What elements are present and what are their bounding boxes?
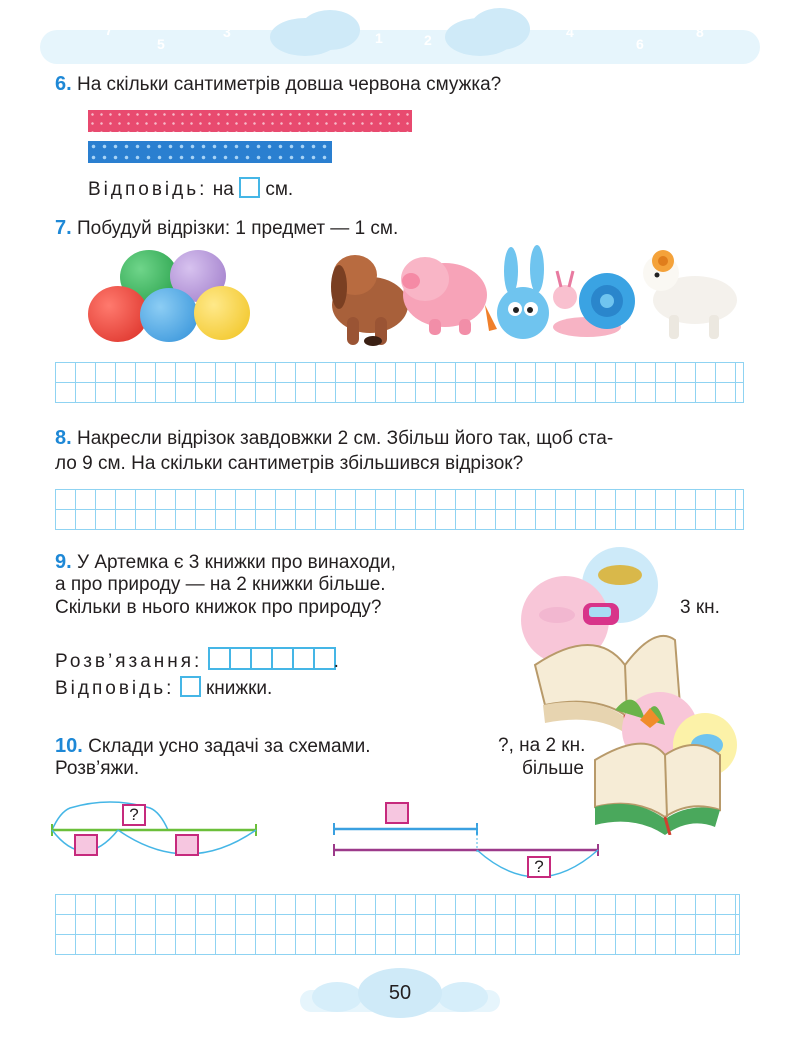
task9-text-2: а про природу — на 2 книжки більше. [55,574,386,595]
solution-end: . [333,651,339,672]
task9-text-1: У Артемка є 3 книжки про винаходи, [76,552,396,573]
cloud-number: 8 [696,24,704,40]
solution-boxes[interactable] [208,647,334,677]
task7-number: 7. [55,217,72,239]
book-label-3: 3 кн. [680,597,720,618]
cloud-number: 2 [424,32,432,48]
answer-unit: см. [265,179,294,200]
scheme2-question-box: ? [527,856,551,878]
solution-label: Розв’язання: [55,651,203,672]
task8-number: 8. [55,427,72,449]
books-illustration [515,545,745,835]
task9-number: 9. [55,551,72,573]
cloud-number: 0 [397,14,405,30]
task6-text: На скільки сантиметрів довша червона смужка? [76,74,502,95]
snail-toy [553,271,635,337]
answer-unit: книжки. [205,678,273,699]
red-ball [88,286,148,342]
book-label-more: більше [522,758,584,779]
pig-toy [401,257,497,335]
rabbit-toy [497,245,549,339]
cloud-number: 6 [636,36,644,52]
page-number: 50 [388,982,412,1004]
task7-text: Побудуй відрізки: 1 предмет — 1 см. [76,218,399,239]
task8-text-1: Накресли відрізок завдовжки 2 см. Збільш його так, щоб ста- [76,428,614,449]
task10-line1 [55,734,371,759]
plasticine-toys [325,245,745,350]
yellow-ball [194,286,250,340]
cloud-number: 7 [105,22,113,38]
cloud-number: 4 [566,24,574,40]
answer-box[interactable] [180,676,201,697]
scheme1-question-box: ? [122,804,146,826]
red-strip [88,110,412,132]
task6-answer [88,177,293,202]
scheme1-box-right[interactable] [175,834,199,856]
scheme1-box-left[interactable] [74,834,98,856]
dog-toy [331,255,408,346]
task10-grid[interactable] [55,894,740,955]
blue-ball [140,288,198,342]
task9-line1 [55,550,396,575]
blue-strip [88,141,332,163]
answer-label: Відповідь: [88,179,208,200]
cloud-number: 3 [223,24,231,40]
task9-text-3: Скільки в нього книжок про природу? [55,597,382,618]
task7-grid[interactable] [55,362,744,403]
task8-grid[interactable] [55,489,744,530]
scheme-2 [330,820,610,890]
book-label-question: ?, на 2 кн. [498,735,586,756]
cloud-number: 1 [375,30,383,46]
task8-line1 [55,426,613,451]
task10-text-1: Склади усно задачі за схемами. [88,736,371,757]
task6-number: 6. [55,73,72,95]
answer-box[interactable] [239,177,260,198]
task9-solution [55,647,339,677]
goat-toy [643,250,737,339]
task8-text-2: ло 9 см. На скільки сантиметрів збільшився відрізок? [55,453,524,474]
task6-question [55,72,501,97]
task10-number: 10. [55,735,83,757]
answer-label: Відповідь: [55,678,175,699]
cloud-number: 5 [157,36,165,52]
scheme2-box-top[interactable] [385,802,409,824]
task9-answer [55,676,272,701]
task10-text-2: Розв’яжи. [55,758,140,779]
answer-prefix: на [212,179,234,200]
task7-instruction [55,216,398,241]
